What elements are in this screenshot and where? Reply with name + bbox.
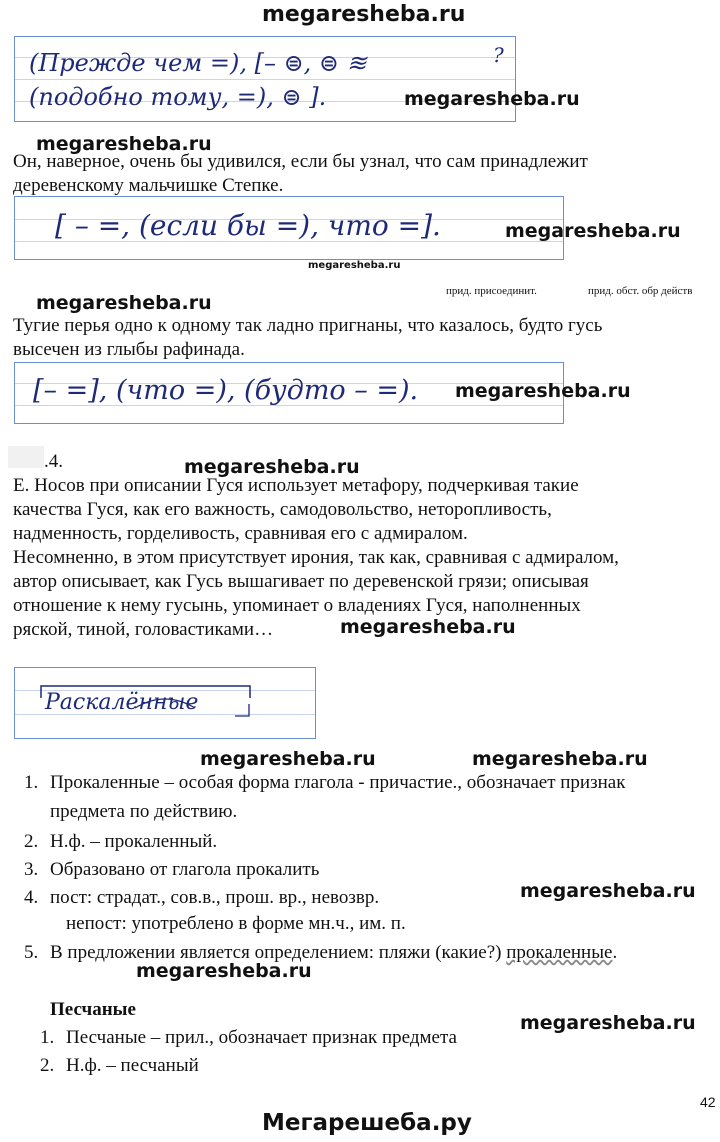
watermark: megaresheba.ru bbox=[404, 88, 580, 110]
scheme-3-line-1: [– =], (что =), (будто – =). bbox=[33, 375, 419, 406]
list-number: 5. bbox=[24, 942, 39, 963]
essay-line: надменность, горделивость, сравнивая его с адмиралом. bbox=[13, 523, 468, 544]
list-number: 1. bbox=[40, 1027, 55, 1048]
sentence-2-line-2: высечен из глыбы рафинада. bbox=[13, 339, 245, 360]
list-item: Песчаные – прил., обозначает признак предмета bbox=[66, 1027, 457, 1048]
sentence-1-line-1: Он, наверное, очень бы удивился, если бы узнал, что сам принадлежит bbox=[13, 151, 588, 172]
list-item: пост: страдат., сов.в., прош. вр., невозвр. bbox=[50, 887, 380, 908]
list-number: 2. bbox=[24, 831, 39, 852]
watermark-small: megaresheba.ru bbox=[308, 260, 401, 271]
note-subordinate-attach: прид. присоединит. bbox=[446, 285, 537, 297]
watermark: megaresheba.ru bbox=[200, 748, 376, 770]
subheading: Песчаные bbox=[50, 999, 136, 1020]
list-item-continuation: непост: употреблено в форме мн.ч., им. п. bbox=[66, 913, 406, 934]
essay-line: ряской, тиной, головастиками… bbox=[13, 619, 274, 640]
watermark: megaresheba.ru bbox=[505, 220, 681, 242]
scheme-1-question-mark: ? bbox=[493, 43, 504, 67]
morpheme-word: Раскалённые bbox=[45, 690, 199, 715]
morpheme-box bbox=[14, 667, 316, 739]
underlined-word: прокаленные bbox=[506, 942, 613, 963]
list-number: 1. bbox=[24, 772, 39, 793]
watermark: megaresheba.ru bbox=[184, 456, 360, 478]
list-item-continuation: предмета по действию. bbox=[50, 801, 238, 822]
page-number: 42 bbox=[700, 1094, 716, 1110]
watermark: megaresheba.ru bbox=[36, 292, 212, 314]
watermark-bottom: Мегарешеба.ру bbox=[262, 1110, 472, 1136]
list-number: 3. bbox=[24, 859, 39, 880]
essay-line: автор описывает, как Гусь вышагивает по деревенской грязи; описывая bbox=[13, 571, 589, 592]
scheme-1-line-2: (подобно тому, =), ⊜ ]. bbox=[29, 83, 327, 111]
redacted-block bbox=[8, 446, 44, 468]
watermark: megaresheba.ru bbox=[520, 1012, 696, 1034]
list-number: 4. bbox=[24, 887, 39, 908]
list-item: Образовано от глагола прокалить bbox=[50, 859, 320, 880]
essay-line: Е. Носов при описании Гуся использует метафору, подчеркивая такие bbox=[13, 475, 579, 496]
list-item: Н.ф. – песчаный bbox=[66, 1055, 199, 1076]
list-item: В предложении является определением: пляжи (какие?) прокаленные. bbox=[50, 942, 618, 963]
watermark: megaresheba.ru bbox=[340, 616, 516, 638]
section-number: .4. bbox=[44, 451, 63, 472]
note-subordinate-manner: прид. обст. обр действ bbox=[588, 285, 693, 297]
watermark-top: megaresheba.ru bbox=[262, 2, 466, 27]
watermark: megaresheba.ru bbox=[455, 380, 631, 402]
watermark: megaresheba.ru bbox=[472, 748, 648, 770]
watermark: megaresheba.ru bbox=[136, 960, 312, 982]
scheme-2-line-1: [ – =, (если бы =), что =]. bbox=[55, 209, 441, 242]
essay-line: Несомненно, в этом присутствует ирония, так как, сравнивая с адмиралом, bbox=[13, 547, 619, 568]
list-item: Прокаленные – особая форма глагола - причастие., обозначает признак bbox=[50, 772, 626, 793]
list-item: Н.ф. – прокаленный. bbox=[50, 831, 218, 852]
watermark: megaresheba.ru bbox=[520, 880, 696, 902]
scheme-1-line-1: (Прежде чем =), [– ⊜, ⊜ ≋ bbox=[29, 49, 367, 77]
sentence-1-line-2: деревенскому мальчишке Степке. bbox=[13, 175, 284, 196]
essay-line: отношение к нему гусынь, упоминает о владениях Гуся, наполненных bbox=[13, 595, 581, 616]
essay-line: качества Гуся, как его важность, самодовольство, неторопливость, bbox=[13, 499, 552, 520]
scheme-box-2 bbox=[14, 196, 564, 260]
watermark: megaresheba.ru bbox=[36, 133, 212, 155]
list-number: 2. bbox=[40, 1055, 55, 1076]
sentence-2-line-1: Тугие перья одно к одному так ладно пригнаны, что казалось, будто гусь bbox=[13, 315, 603, 336]
